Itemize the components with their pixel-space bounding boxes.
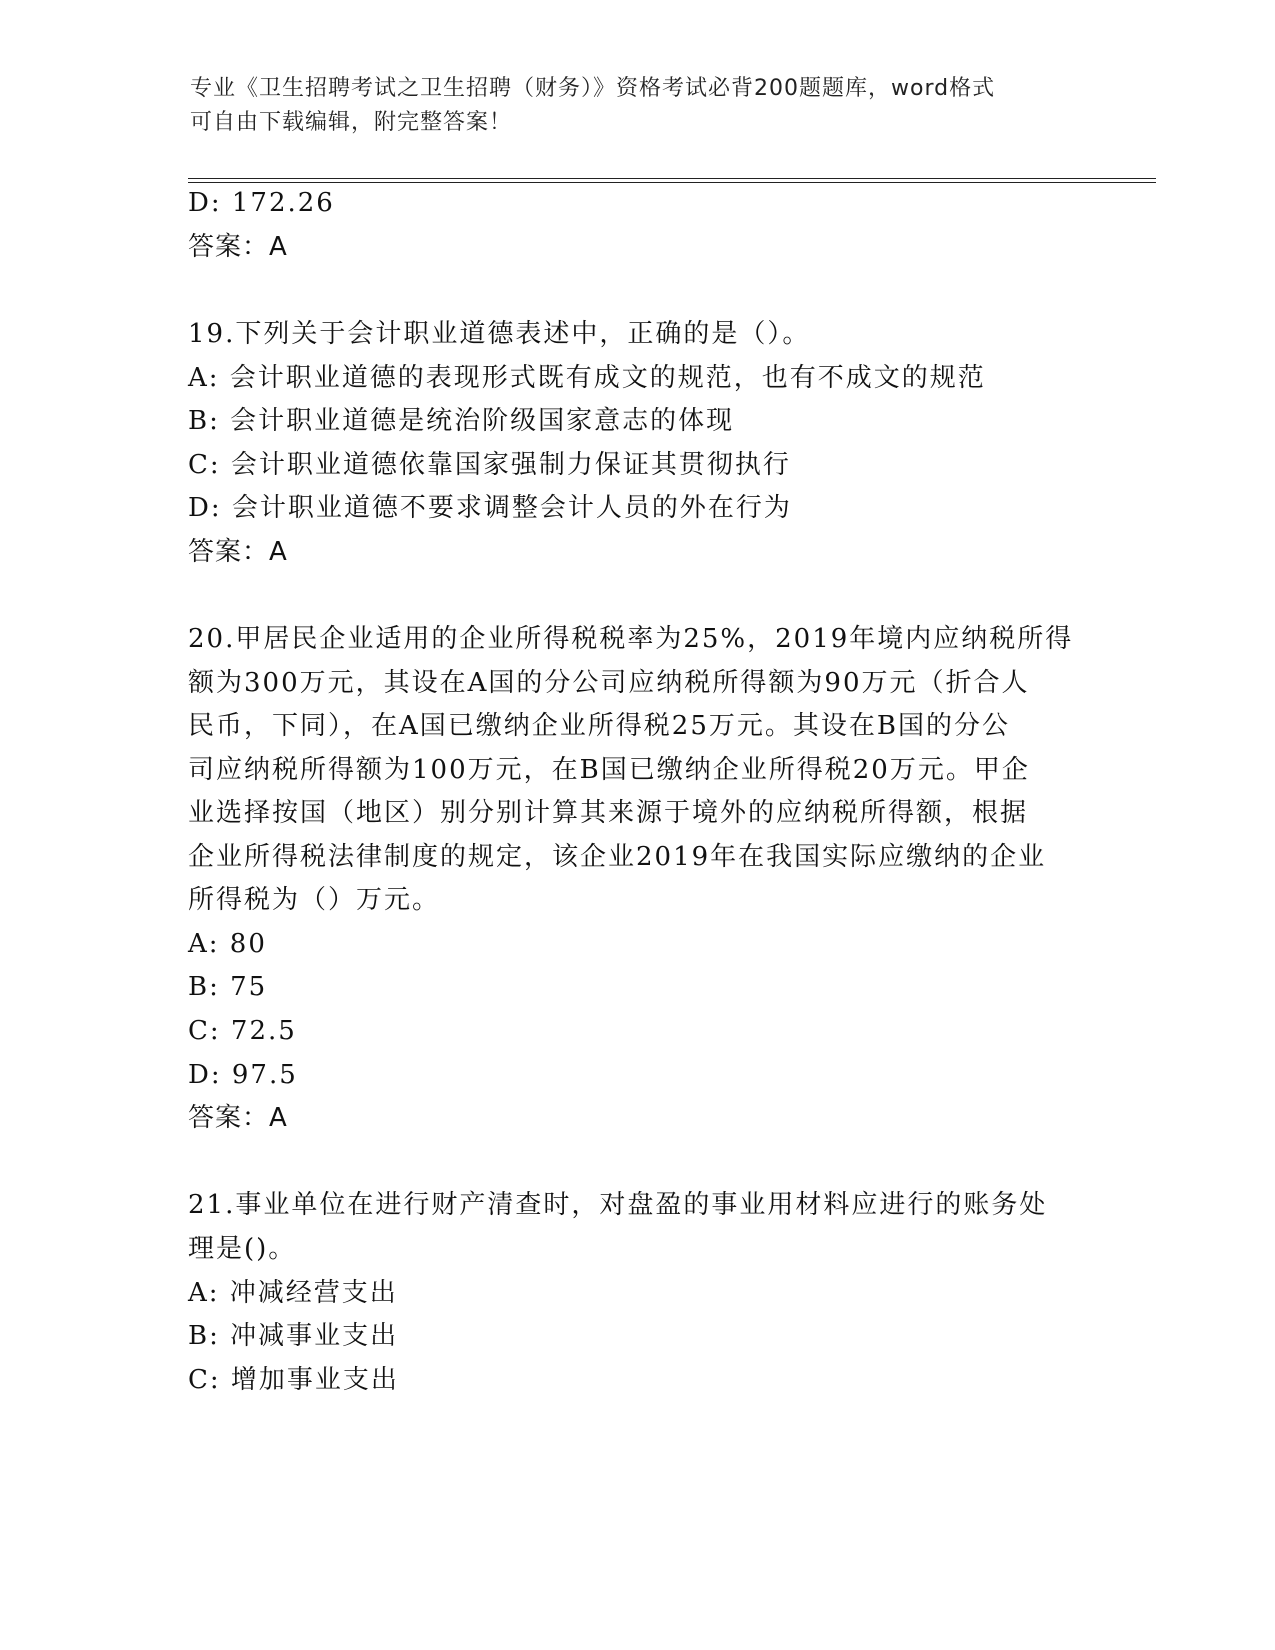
q20-stem-line-5: 业选择按国（地区）别分别计算其来源于境外的应纳税所得额，根据 (188, 798, 1029, 828)
q20-stem-line-1: 20.甲居民企业适用的企业所得税税率为25%，2019年境内应纳税所得 (188, 624, 1074, 654)
header-divider-bottom (188, 182, 1156, 183)
q19-option-c: C: 会计职业道德依靠国家强制力保证其贯彻执行 (188, 450, 791, 480)
q19-option-b: B: 会计职业道德是统治阶级国家意志的体现 (188, 406, 735, 436)
q20-stem-line-7: 所得税为（）万元。 (188, 885, 441, 915)
q20-stem-line-4: 司应纳税所得额为100万元，在B国已缴纳企业所得税20万元。甲企 (188, 755, 1030, 785)
document-header (190, 72, 1070, 140)
prev-option-d: D: 172.26 (188, 188, 335, 218)
q21-option-c: C: 增加事业支出 (188, 1365, 399, 1395)
q20-option-b: B: 75 (188, 972, 268, 1002)
q19-option-a: A: 会计职业道德的表现形式既有成文的规范，也有不成文的规范 (188, 363, 986, 393)
q20-option-d: D: 97.5 (188, 1060, 298, 1090)
q19-option-d: D: 会计职业道德不要求调整会计人员的外在行为 (188, 493, 792, 523)
header-title-line-2: 可自由下载编辑，附完整答案！ (190, 110, 513, 135)
q21-stem-line-2: 理是()。 (188, 1234, 297, 1264)
q20-stem-line-6: 企业所得税法律制度的规定，该企业2019年在我国实际应缴纳的企业 (188, 842, 1047, 872)
q19-answer: 答案：A (188, 537, 288, 567)
prev-answer: 答案：A (188, 232, 288, 262)
q20-option-a: A: 80 (188, 929, 267, 959)
q20-stem-line-3: 民币，下同），在A国已缴纳企业所得税25万元。其设在B国的分公 (188, 711, 1010, 741)
q20-answer: 答案：A (188, 1103, 288, 1133)
q20-option-c: C: 72.5 (188, 1016, 297, 1046)
q21-stem-line-1: 21.事业单位在进行财产清查时，对盘盈的事业用材料应进行的账务处 (188, 1190, 1048, 1220)
header-title-line-1: 专业《卫生招聘考试之卫生招聘（财务）》资格考试必背200题题库，word格式 (190, 76, 996, 101)
q20-stem-line-2: 额为300万元，其设在A国的分公司应纳税所得额为90万元（折合人 (188, 668, 1030, 698)
q21-option-a: A: 冲减经营支出 (188, 1278, 398, 1308)
q19-stem: 19.下列关于会计职业道德表述中，正确的是（）。 (188, 319, 811, 349)
header-divider-top (188, 178, 1156, 179)
q21-option-b: B: 冲减事业支出 (188, 1321, 399, 1351)
